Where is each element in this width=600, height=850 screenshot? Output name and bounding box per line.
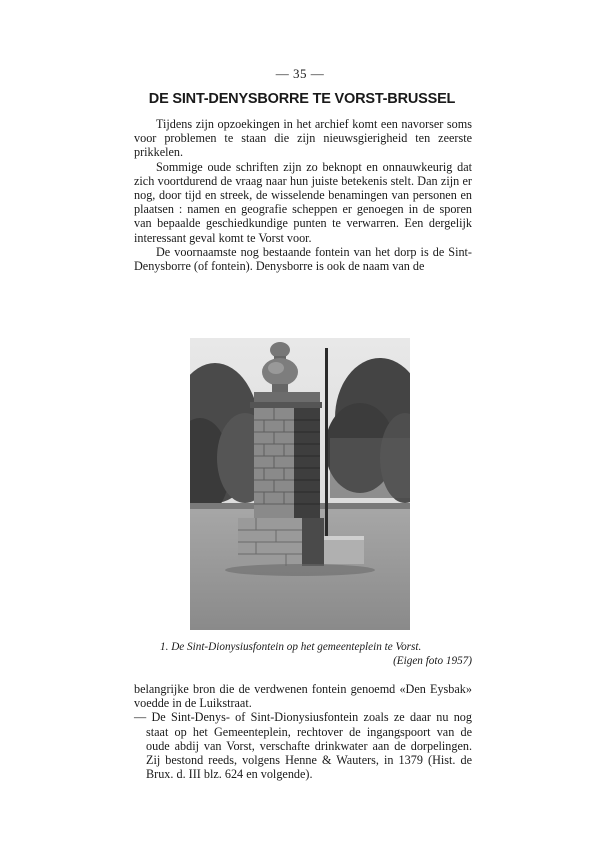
paragraph: De voornaamste nog bestaande fontein van het dorp is de Sint-Denysborre (of fontein). Denysborre is ook de naam van de [134,244,472,274]
fountain-photo [190,338,410,630]
article-title: DE SINT-DENYSBORRE TE VORST-BRUSSEL [148,91,456,107]
fountain-photo-illustration [190,338,410,630]
text-block-top [134,117,472,273]
caption-text: 1. De Sint-Dionysiusfontein op het gemeenteplein te Vorst. [160,641,422,653]
paragraph: — De Sint-Denys- of Sint-Dionysiusfontein zoals ze daar nu nog staat op het Gemeenteplein, rechtover de ingangspoort van de oude abdij van Vorst, verschafte drinkwater aan de dorpelingen. Zij bestond reeds, volgens Henne & Wauters, in 1379 (Hist. de Brux. d. III blz. 624 en volgende). [134,710,472,782]
text-block-bottom [134,682,472,781]
caption-credit: (Eigen foto 1957) [393,655,472,667]
page-number: — 35 — [275,66,325,81]
paragraph: Tijdens zijn opzoekingen in het archief komt een navorser soms voor problemen te staan die zijn nieuwsgierigheid ten zeerste prikkelen. [134,117,472,160]
paragraph: belangrijke bron die de verdwenen fontein genoemd «Den Eysbak» voedde in de Luikstraat. [134,682,472,711]
paragraph: Sommige oude schriften zijn zo beknopt en onnauwkeurig dat zich voortdurend de vraag naar hun juiste betekenis stelt. Dan zijn er nog, door tijd en streek, de wisselende benamingen van personen en plaatsen : namen en geografie scheppen er genoegen in de sporen van bepaalde geschiedkundige punten te verwarren. Een dergelijk interessant geval komt te Vorst voor. [134,159,472,245]
photo-caption [160,640,472,668]
